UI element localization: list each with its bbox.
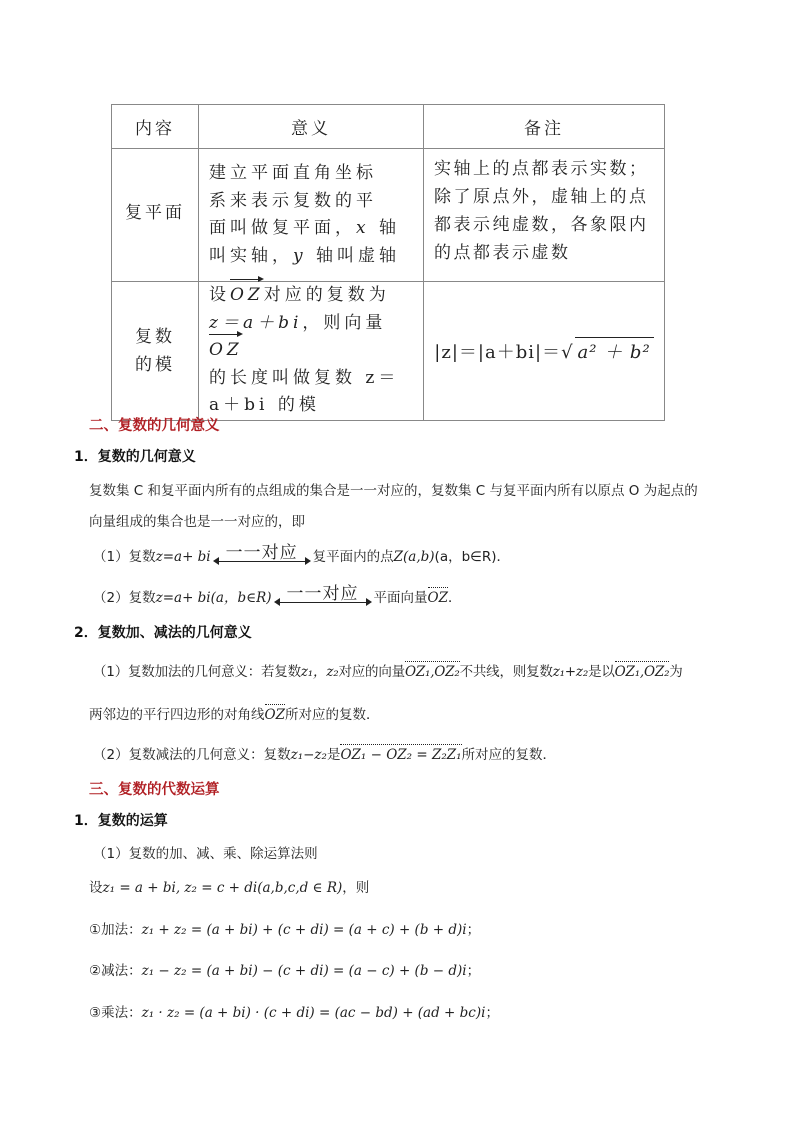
text: 所对应的复数． [461,747,557,763]
label: ②减法： [89,963,142,979]
subsection-heading: 1．复数的运算 [74,813,168,829]
text: 所对应的复数． [284,707,380,723]
text: 对应的复数为 [263,285,390,305]
paragraph-line [93,660,683,680]
text: ． [447,590,462,606]
formula: z₁ · z₂ = (a + bi) · (c + di) = (ac − bd) + (ad + bc)i [141,1005,486,1021]
vector-oz: OZ [209,337,243,365]
text: ，则向量 [302,312,387,333]
concept-table [111,104,665,421]
vector-difference: OZ₁ − OZ₂ = Z₂Z₁ [340,747,462,763]
paragraph-line: 复数集 C 和复平面内所有的点组成的集合是一一对应的，复数集 C 与复平面内所有以原点 O 为起点的 [89,483,698,499]
formula: z₁−z₂ [290,747,327,763]
table-row [112,282,665,421]
text: （1）复数 [93,549,156,565]
text: 对应的向量 [338,664,405,680]
vectors-oz1-oz2: OZ₁,OZ₂ [614,664,670,680]
vector-oz: OZ [264,707,285,723]
arrow-line [217,561,307,562]
meaning-line [209,282,415,310]
rule-multiplication [89,1001,499,1021]
formula: z=a+ bi(a，b∈R) [155,590,272,606]
header-content: 内容 [112,105,199,149]
formula: z₁ − z₂ = (a + bi) − (c + di) = (a − c) + (b − d)i [141,963,467,979]
text: 面叫做复平面， [209,218,356,238]
formula: z＝a＋bi [209,312,303,333]
text: 是以 [588,664,615,680]
meaning-line: 建立平面直角坐标 [209,163,377,183]
text: (a，b∈R)． [434,549,511,565]
text: 设 [89,880,103,896]
label: ③乘法： [89,1005,142,1021]
text: 复平面内的点 [312,549,394,565]
arrow-line [278,602,368,603]
text: 设 [209,285,230,305]
section-heading: 二、复数的几何意义 [89,418,220,434]
text: 叫实轴， [209,245,293,266]
vector-oz: OZ [230,282,264,310]
text: 轴叫虚轴 [306,245,401,266]
header-meaning: 意义 [199,105,424,149]
paragraph-line [93,743,556,763]
meaning-line [209,243,415,271]
table-row [112,149,665,282]
paragraph-line [89,703,379,723]
subsection-heading: 2．复数加、减法的几何意义 [74,625,252,641]
point-z: Z(a,b) [393,549,435,565]
row-remark-complex-plane: 实轴上的点都表示实数；除了原点外，虚轴上的点都表示纯虚数，各象限内的点都表示虚数 [424,149,665,282]
list-item [93,585,461,609]
arrow-right-icon [305,557,311,565]
subsection-heading: 1．复数的几何意义 [74,449,196,465]
bijection-arrow [274,585,372,609]
text: 不共线，则复数 [459,664,553,680]
var-x: x [356,218,370,238]
text: 是 [326,747,341,763]
text: （1）复数加法的几何意义：若复数 [93,664,301,680]
paragraph-line: （1）复数的加、减、乘、除运算法则 [93,846,318,862]
row-meaning-complex-plane [199,149,424,282]
text: 为 [669,664,683,680]
formula: z₁，z₂ [300,664,339,680]
formula: z₁+z₂ [552,664,589,680]
meaning-line [209,215,415,243]
arrow-right-icon [366,598,372,606]
rule-addition [89,918,480,938]
text: ； [466,963,481,979]
text: （2）复数减法的几何意义：复数 [93,747,291,763]
meaning-line: 系来表示复数的平 [209,190,377,211]
title-line: 复数 [135,326,175,347]
label: ①加法： [89,922,142,938]
meaning-line: a＋bi 的模 [209,395,320,415]
row-remark-modulus [424,282,665,421]
modulus-formula: |z|＝|a＋bi|＝ [434,342,562,364]
meaning-line [209,310,415,365]
row-meaning-modulus [199,282,424,421]
text: 平面向量 [373,590,428,606]
list-item [93,544,510,568]
title-line: 的模 [135,354,175,375]
rule-subtraction [89,959,480,979]
text: 两邻边的平行四边形的对角线 [89,707,265,723]
row-title-modulus [112,282,199,421]
arrow-label: 一一对应 [225,543,298,563]
text: ； [485,1005,499,1021]
vectors-oz1-oz2: OZ₁,OZ₂ [404,664,460,680]
section-heading: 三、复数的代数运算 [89,782,220,798]
sqrt-radicand: a² ＋ b² [575,337,654,364]
text: ； [466,922,481,938]
text: ，则 [342,880,370,896]
formula: z₁ + z₂ = (a + bi) + (c + di) = (a + c) + (b + d)i [141,922,467,938]
formula: z=a+ bi [155,549,211,565]
meaning-line: 的长度叫做复数 z＝ [209,367,400,388]
table-header-row [112,105,665,149]
paragraph-line [89,876,369,896]
text: （2）复数 [93,590,156,606]
arrow-label: 一一对应 [286,584,359,604]
var-y: y [293,245,307,266]
text: 轴 [369,218,400,238]
vector-oz: OZ [427,590,448,606]
sqrt-symbol: √ [561,342,574,364]
formula: z₁ = a + bi, z₂ = c + di(a,b,c,d ∈ R) [102,880,343,896]
header-remark: 备注 [424,105,665,149]
paragraph-line: 向量组成的集合也是一一对应的，即 [89,514,305,530]
row-title-complex-plane: 复平面 [112,149,199,282]
bijection-arrow [213,544,311,568]
